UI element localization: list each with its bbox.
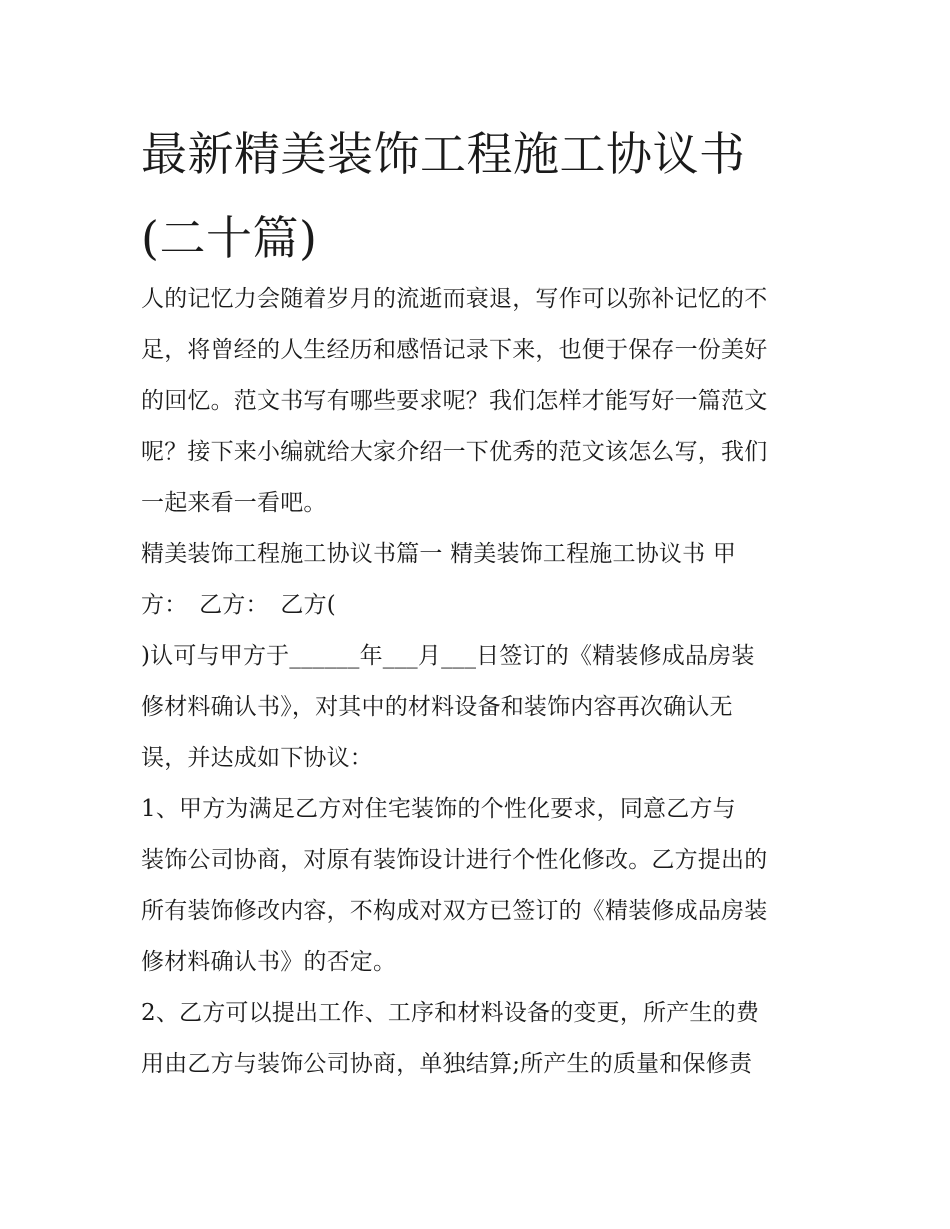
section-heading-line: 精美装饰工程施工协议书篇一 精美装饰工程施工协议书 甲 bbox=[141, 541, 737, 567]
agreement-line-3: 误，并达成如下协议： bbox=[141, 745, 373, 771]
document-title bbox=[141, 112, 821, 280]
intro-line-2: 足，将曾经的人生经历和感悟记录下来，也便于保存一份美好 bbox=[141, 337, 768, 363]
title-line-1: 最新精美装饰工程施工协议书 bbox=[141, 127, 746, 181]
agreement-line-2: 修材料确认书》，对其中的材料设备和装饰内容再次确认无 bbox=[141, 694, 733, 720]
intro-line-3: 的回忆。范文书写有哪些要求呢？我们怎样才能写好一篇范文 bbox=[141, 388, 768, 414]
agreement-line-1: )认可与甲方于______年___月___日签订的《精装修成品房装 bbox=[141, 643, 755, 669]
clause-2-line-1: 2、乙方可以提出工作、工序和材料设备的变更，所产生的费 bbox=[141, 1000, 760, 1026]
intro-line-5: 一起来看一看吧。 bbox=[141, 490, 327, 516]
clause-2-line-2: 用由乙方与装饰公司协商，单独结算;所产生的质量和保修责 bbox=[141, 1051, 753, 1077]
parties-line: 方： 乙方： 乙方( bbox=[141, 592, 336, 618]
clause-1-line-2: 装饰公司协商，对原有装饰设计进行个性化修改。乙方提出的 bbox=[141, 847, 768, 873]
document-page bbox=[141, 0, 821, 1229]
title-line-2: (二十篇) bbox=[141, 211, 318, 265]
clause-1-line-4: 修材料确认书》的否定。 bbox=[141, 949, 397, 975]
clause-1-line-3: 所有装饰修改内容，不构成对双方已签订的《精装修成品房装 bbox=[141, 898, 768, 924]
intro-line-4: 呢？接下来小编就给大家介绍一下优秀的范文该怎么写，我们 bbox=[141, 439, 768, 465]
clause-1-line-1: 1、甲方为满足乙方对住宅装饰的个性化要求，同意乙方与 bbox=[141, 796, 736, 822]
intro-line-1: 人的记忆力会随着岁月的流逝而衰退，写作可以弥补记忆的不 bbox=[141, 286, 768, 312]
